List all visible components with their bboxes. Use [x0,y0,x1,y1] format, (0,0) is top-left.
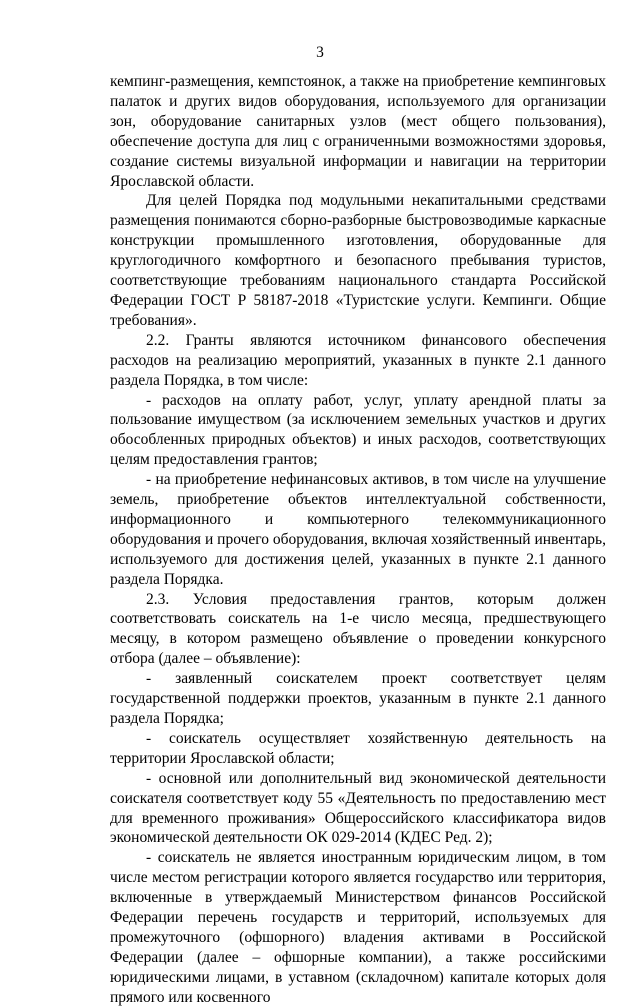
list-item-yaroslavl-activity: - соискатель осуществляет хозяйственную деятельность на территории Ярославской области; [110,729,606,767]
list-item-project-goals: - заявленный соискателем проект соответствует целям государственной поддержки проектов, указанным в пункте 2.1 данного раздела Порядка; [110,670,606,727]
document-body [110,72,606,1008]
page-number: 3 [316,44,324,61]
list-item-okved-code: - основной или дополнительный вид экономической деятельности соискателя соответствует коду 55 «Деятельность по предоставлению мест для временного проживания» Общероссийского классификатора видов экономической деятельности ОК 029-2014 (КДЕС Ред. 2); [110,769,606,847]
list-item-expenses-services: - расходов на оплату работ, услуг, уплату арендной платы за пользование имуществом (за исключением земельных участков и других обособленных природных объектов) и иных расходов, соответствующих целям предоставления грантов; [110,391,606,469]
paragraph-2-2: 2.2. Гранты являются источником финансового обеспечения расходов на реализацию мероприятий, указанных в пункте 2.1 данного раздела Порядка, в том числе: [110,331,606,389]
list-item-not-foreign-entity: - соискатель не является иностранным юридическим лицом, в том числе местом регистрации которого является государство или территория, включенные в утверждаемый Министерством финансов Российской Федерации перечень государств и территорий, используемых для промежуточного (офшорного) владения активами в Российской Федерации (далее – офшорные компании), а также российскими юридическими лицами, в уставном (складочном) капитале которых доля прямого или косвенного [110,849,606,1006]
paragraph-definition: Для целей Порядка под модульными некапитальными средствами размещения понимаются сборно-разборные быстровозводимые каркасные конструкции промышленного изготовления, оборудованные для круглогодичного комфортного и безопасного пребывания туристов, соответствующие требованиям национального стандарта Российской Федерации ГОСТ Р 58187-2018 «Туристские услуги. Кемпинги. Общие требования». [110,192,606,329]
paragraph-continuation: кемпинг-размещения, кемпстоянок, а также на приобретение кемпинговых палаток и других видов оборудования, используемого для организации зон, оборудование санитарных узлов (мест общего пользования), обеспечение доступа для лиц с ограниченными возможностями здоровья, создание системы визуальной информации и навигации на территории Ярославской области. [110,73,606,190]
list-item-nonfinancial-assets: - на приобретение нефинансовых активов, в том числе на улучшение земель, приобретение объектов интеллектуальной собственности, информационного и компьютерного телекоммуникационного оборудования и прочего оборудования, включая хозяйственный инвентарь, используемого для достижения целей, указанных в пункте 2.1 данного раздела Порядка. [110,471,606,588]
paragraph-2-3: 2.3. Условия предоставления грантов, которым должен соответствовать соискатель на 1-е число месяца, предшествующего месяцу, в котором размещено объявление о проведении конкурсного отбора (далее – объявление): [110,590,606,668]
